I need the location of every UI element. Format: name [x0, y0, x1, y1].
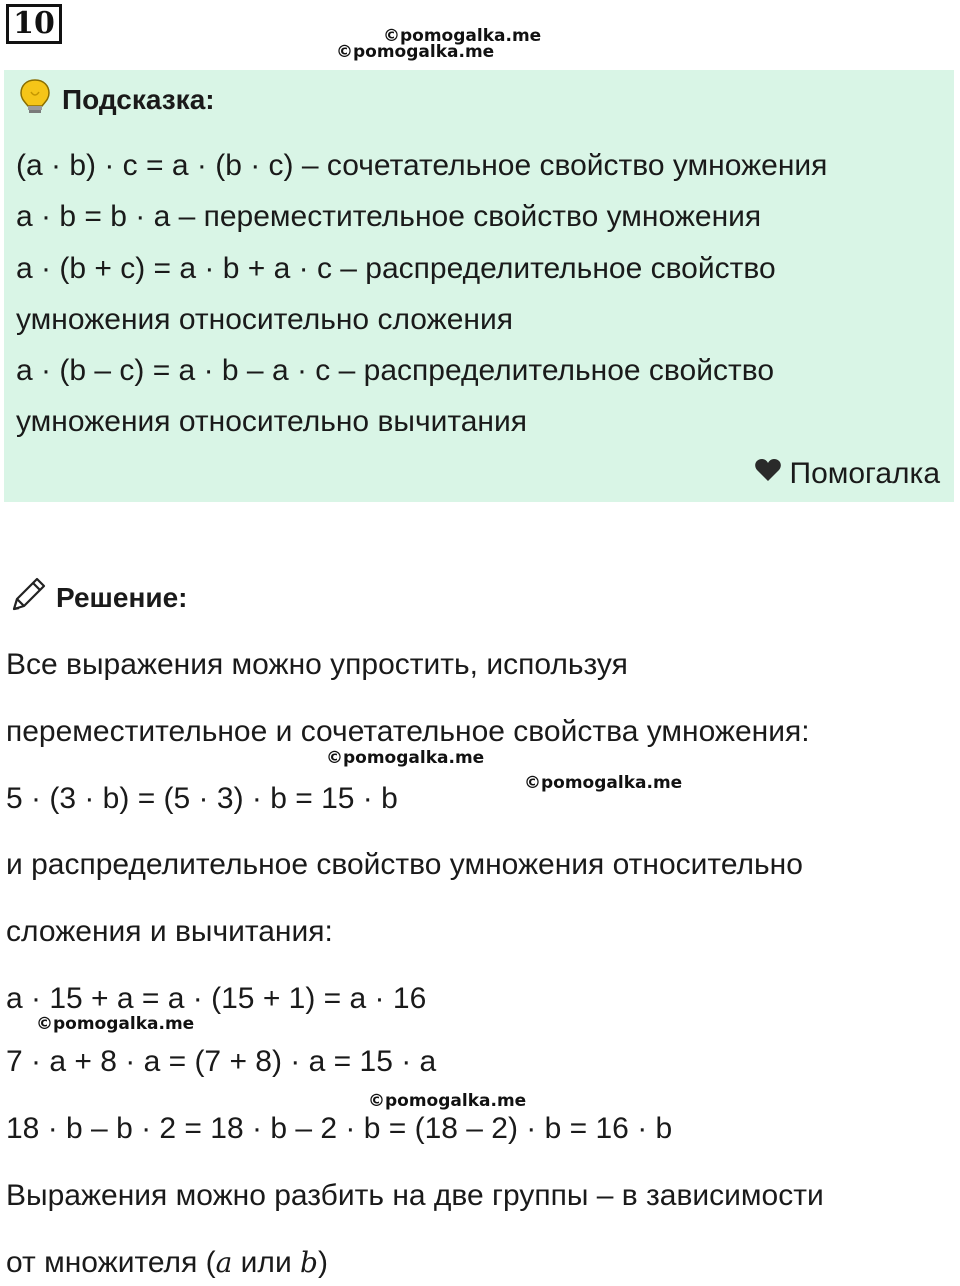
- hint-title: [18, 80, 215, 120]
- watermark: ©pomogalka.me: [326, 748, 485, 768]
- hint-line-5: a · (b – c) = a · b – a · c – распределительное свойство: [16, 354, 774, 387]
- hint-line-3: a · (b + c) = a · b + a · c – распределительное свойство: [16, 252, 776, 285]
- solution-line-6: от множителя (a или b): [6, 1246, 328, 1279]
- watermark: ©pomogalka.me: [336, 42, 495, 62]
- hint-line-4: умножения относительно сложения: [16, 303, 513, 336]
- watermark: ©pomogalka.me: [36, 1014, 195, 1034]
- solution-line-4: сложения и вычитания:: [6, 915, 333, 948]
- heart-icon: [754, 457, 782, 491]
- equation-4: 18 · b – b · 2 = 18 · b – 2 · b = (18 – 2) · b = 16 · b: [6, 1112, 673, 1145]
- variable-a: a: [215, 1246, 233, 1279]
- solution-line-1: Все выражения можно упростить, используя: [6, 648, 628, 681]
- lightbulb-icon: [18, 78, 52, 123]
- solution-line-3: и распределительное свойство умножения относительно: [6, 848, 803, 881]
- formula: a · (b – c) = a · b – a · c: [16, 354, 331, 387]
- equation-3: 7 · a + 8 · a = (7 + 8) · a = 15 · a: [6, 1045, 437, 1078]
- formula: (a · b) · c = a · (b · c): [16, 149, 294, 182]
- solution-title: [8, 578, 187, 618]
- watermark: ©pomogalka.me: [524, 773, 683, 793]
- watermark: ©pomogalka.me: [383, 26, 542, 46]
- hint-title-text: Подсказка:: [62, 84, 215, 115]
- signature: [754, 454, 941, 494]
- solution-line-5: Выражения можно разбить на две группы – в зависимости: [6, 1179, 824, 1212]
- hint-line-2: a · b = b · a – переместительное свойство умножения: [16, 200, 762, 233]
- hint-line-6: умножения относительно вычитания: [16, 405, 527, 438]
- equation-1: 5 · (3 · b) = (5 · 3) · b = 15 · b: [6, 782, 398, 815]
- pencil-icon: [8, 575, 48, 622]
- variable-b: b: [300, 1246, 318, 1279]
- solution-title-text: Решение:: [56, 582, 188, 613]
- signature-text: Помогалка: [789, 457, 940, 490]
- task-number: 10: [6, 4, 62, 44]
- hint-line-1: (a · b) · c = a · (b · c) – сочетательное свойство умножения: [16, 149, 828, 182]
- watermark: ©pomogalka.me: [368, 1091, 527, 1111]
- solution-line-2: переместительное и сочетательное свойства умножения:: [6, 715, 810, 748]
- formula: a · (b + c) = a · b + a · c: [16, 252, 332, 285]
- formula: a · b = b · a: [16, 200, 171, 233]
- equation-2: a · 15 + a = a · (15 + 1) = a · 16: [6, 982, 427, 1015]
